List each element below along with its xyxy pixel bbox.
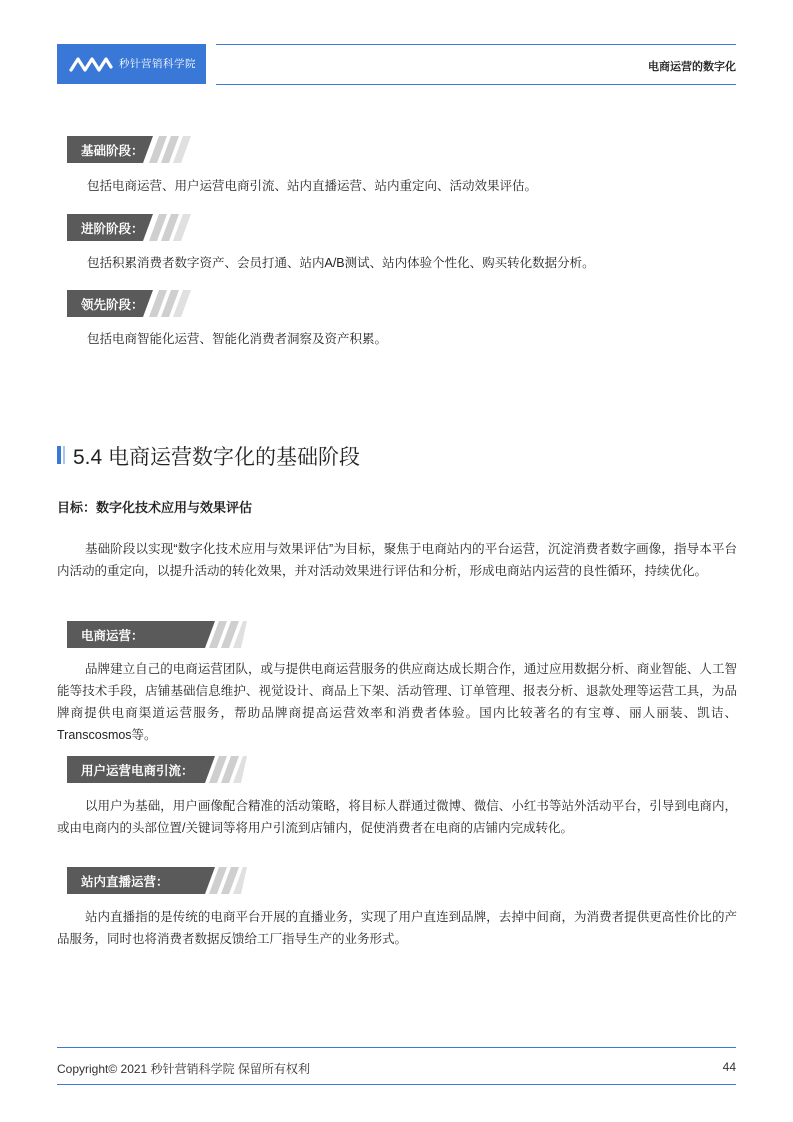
stage-text-basic: 包括电商运营、用户运营电商引流、站内直播运营、站内重定向、活动效果评估。 [87, 179, 538, 193]
stage-text-leading: 包括电商智能化运营、智能化消费者洞察及资产积累。 [87, 332, 388, 346]
header-rule-top [216, 44, 736, 45]
block-tag-livestream [67, 867, 247, 894]
logo [57, 44, 206, 84]
logo-text: 秒针营销科学院 [119, 58, 196, 70]
block-tag-label: 电商运营： [81, 629, 144, 643]
page-number: 44 [722, 1060, 736, 1074]
stage-tag-label: 基础阶段： [81, 144, 144, 158]
block-tag-ecommerce-ops [67, 621, 247, 648]
stage-tag-advanced [67, 214, 247, 241]
section-title: 5.4 电商运营数字化的基础阶段 [73, 446, 361, 469]
block-tag-label: 用户运营电商引流： [81, 764, 194, 778]
block-text-ecommerce-ops: 品牌建立自己的电商运营团队，或与提供电商运营服务的供应商达成长期合作，通过应用数据分析、商业智能、人工智能等技术手段，店铺基础信息维护、视觉设计、商品上下架、活动管理、订单管理、报表分析、退款处理等运营工具，为品牌商提供电商渠道运营服务，帮助品牌商提高运营效率和消费者体验。国内比较著名的有宝尊、丽人丽装、凯诘、Transcosmos等。 [57, 662, 737, 742]
stage-tag-basic [67, 136, 247, 163]
header-rule-bottom [216, 84, 736, 85]
header-title: 电商运营的数字化 [648, 61, 736, 73]
footer-rule-bottom [57, 1084, 736, 1085]
footer-rule-top [57, 1047, 736, 1048]
section-marker-accent [63, 446, 65, 464]
block-tag-label: 站内直播运营： [81, 875, 169, 889]
stage-text-advanced: 包括积累消费者数字资产、会员打通、站内A/B测试、站内体验个性化、购买转化数据分析。 [87, 256, 595, 270]
footer-copyright: Copyright© 2021 秒针营销科学院 保留所有权利 [57, 1062, 310, 1076]
block-text-livestream: 站内直播指的是传统的电商平台开展的直播业务，实现了用户直连到品牌，去掉中间商，为消费者提供更高性价比的产品服务，同时也将消费者数据反馈给工厂指导生产的业务形式。 [57, 910, 737, 946]
section-intro: 基础阶段以实现“数字化技术应用与效果评估”为目标，聚焦于电商站内的平台运营，沉淀消费者数字画像，指导本平台内活动的重定向，以提升活动的转化效果，并对活动效果进行评估和分析，形成电商站内运营的良性循环，持续优化。 [57, 542, 737, 578]
stage-tag-leading [67, 290, 247, 317]
stage-tag-label: 进阶阶段： [81, 222, 144, 236]
stage-tag-label: 领先阶段： [81, 298, 144, 312]
block-tag-traffic [67, 756, 247, 783]
block-text-traffic: 以用户为基础，用户画像配合精准的活动策略，将目标人群通过微博、微信、小红书等站外活动平台，引导到电商内，或由电商内的头部位置/关键词等将用户引流到店铺内，促使消费者在电商的店铺内完成转化。 [57, 799, 737, 835]
logo-mark-icon [69, 55, 113, 73]
section-goal: 目标：数字化技术应用与效果评估 [57, 500, 253, 515]
section-marker [57, 446, 61, 464]
